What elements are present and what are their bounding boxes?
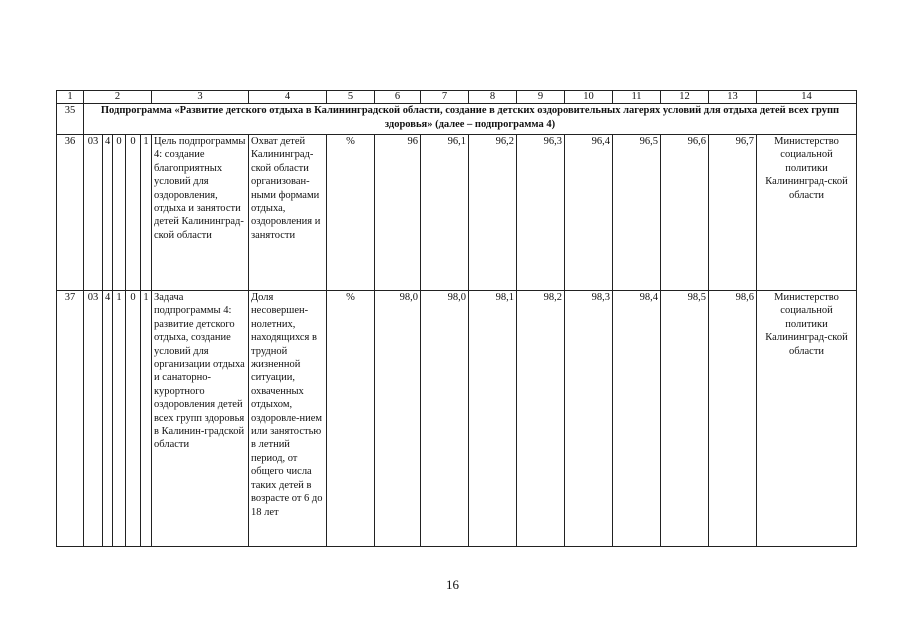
unit-cell: %: [327, 135, 375, 291]
value-cell: 96,1: [421, 135, 469, 291]
header-cell: 4: [249, 91, 327, 104]
header-cell: 7: [421, 91, 469, 104]
code-cell: 4: [103, 291, 113, 547]
code-cell: 0: [126, 135, 141, 291]
code-cell: 03: [84, 291, 103, 547]
value-cell: 96,7: [709, 135, 757, 291]
code-cell: 03: [84, 135, 103, 291]
code-cell: 1: [141, 291, 152, 547]
code-cell: 0: [113, 135, 126, 291]
value-cell: 96,5: [613, 135, 661, 291]
header-cell: 9: [517, 91, 565, 104]
header-row: [57, 91, 857, 104]
value-cell: 98,3: [565, 291, 613, 547]
table-row: [57, 291, 857, 547]
header-cell: 3: [152, 91, 249, 104]
executor-text: Министерство социальной политики Калининград-ской области: [757, 291, 857, 547]
goal-text: Цель подпрограммы 4: создание благоприятных условий для оздоровления, отдыха и занятости детей Калининград-ской области: [152, 135, 249, 291]
value-cell: 96,4: [565, 135, 613, 291]
row-number: 35: [57, 104, 84, 135]
header-cell: 14: [757, 91, 857, 104]
value-cell: 96,2: [469, 135, 517, 291]
value-cell: 98,5: [661, 291, 709, 547]
value-cell: 98,2: [517, 291, 565, 547]
goal-text: Задача подпрограммы 4: развитие детского отдыха, создание условий для организации отдыха и санаторно-курортного оздоровления детей всех групп здоровья в Калинин-градской области: [152, 291, 249, 547]
executor-text: Министерство социальной политики Калининград-ской области: [757, 135, 857, 291]
header-cell: 1: [57, 91, 84, 104]
value-cell: 96,6: [661, 135, 709, 291]
value-cell: 96: [375, 135, 421, 291]
value-cell: 98,6: [709, 291, 757, 547]
subprogram-row: [57, 104, 857, 135]
row-number: 37: [57, 291, 84, 547]
header-cell: 13: [709, 91, 757, 104]
code-cell: 1: [113, 291, 126, 547]
value-cell: 98,4: [613, 291, 661, 547]
header-cell: 2: [84, 91, 152, 104]
unit-cell: %: [327, 291, 375, 547]
header-cell: 5: [327, 91, 375, 104]
row-number: 36: [57, 135, 84, 291]
header-cell: 6: [375, 91, 421, 104]
value-cell: 96,3: [517, 135, 565, 291]
header-cell: 11: [613, 91, 661, 104]
value-cell: 98,0: [421, 291, 469, 547]
code-cell: 1: [141, 135, 152, 291]
value-cell: 98,0: [375, 291, 421, 547]
code-cell: 4: [103, 135, 113, 291]
page-number: 16: [446, 577, 459, 592]
code-cell: 0: [126, 291, 141, 547]
table-row: [57, 135, 857, 291]
subprogram-title: Подпрограмма «Развитие детского отдыха в Калининградской области, создание в детских оздоровительных лагерях условий для отдыха детей всех групп здоровья» (далее – подпрограмма 4): [84, 104, 857, 135]
header-cell: 10: [565, 91, 613, 104]
header-cell: 8: [469, 91, 517, 104]
indicator-text: Доля несовершен-нолетних, находящихся в трудной жизненной ситуации, охваченных отдыхом, оздоровле-нием или занятостью в летний период, от общего числа таких детей в возрасте от 6 до 18 лет: [249, 291, 327, 547]
value-cell: 98,1: [469, 291, 517, 547]
indicator-text: Охват детей Калининград-ской области организован-ными формами отдыха, оздоровления и занятости: [249, 135, 327, 291]
indicators-table: [56, 90, 857, 547]
header-cell: 12: [661, 91, 709, 104]
